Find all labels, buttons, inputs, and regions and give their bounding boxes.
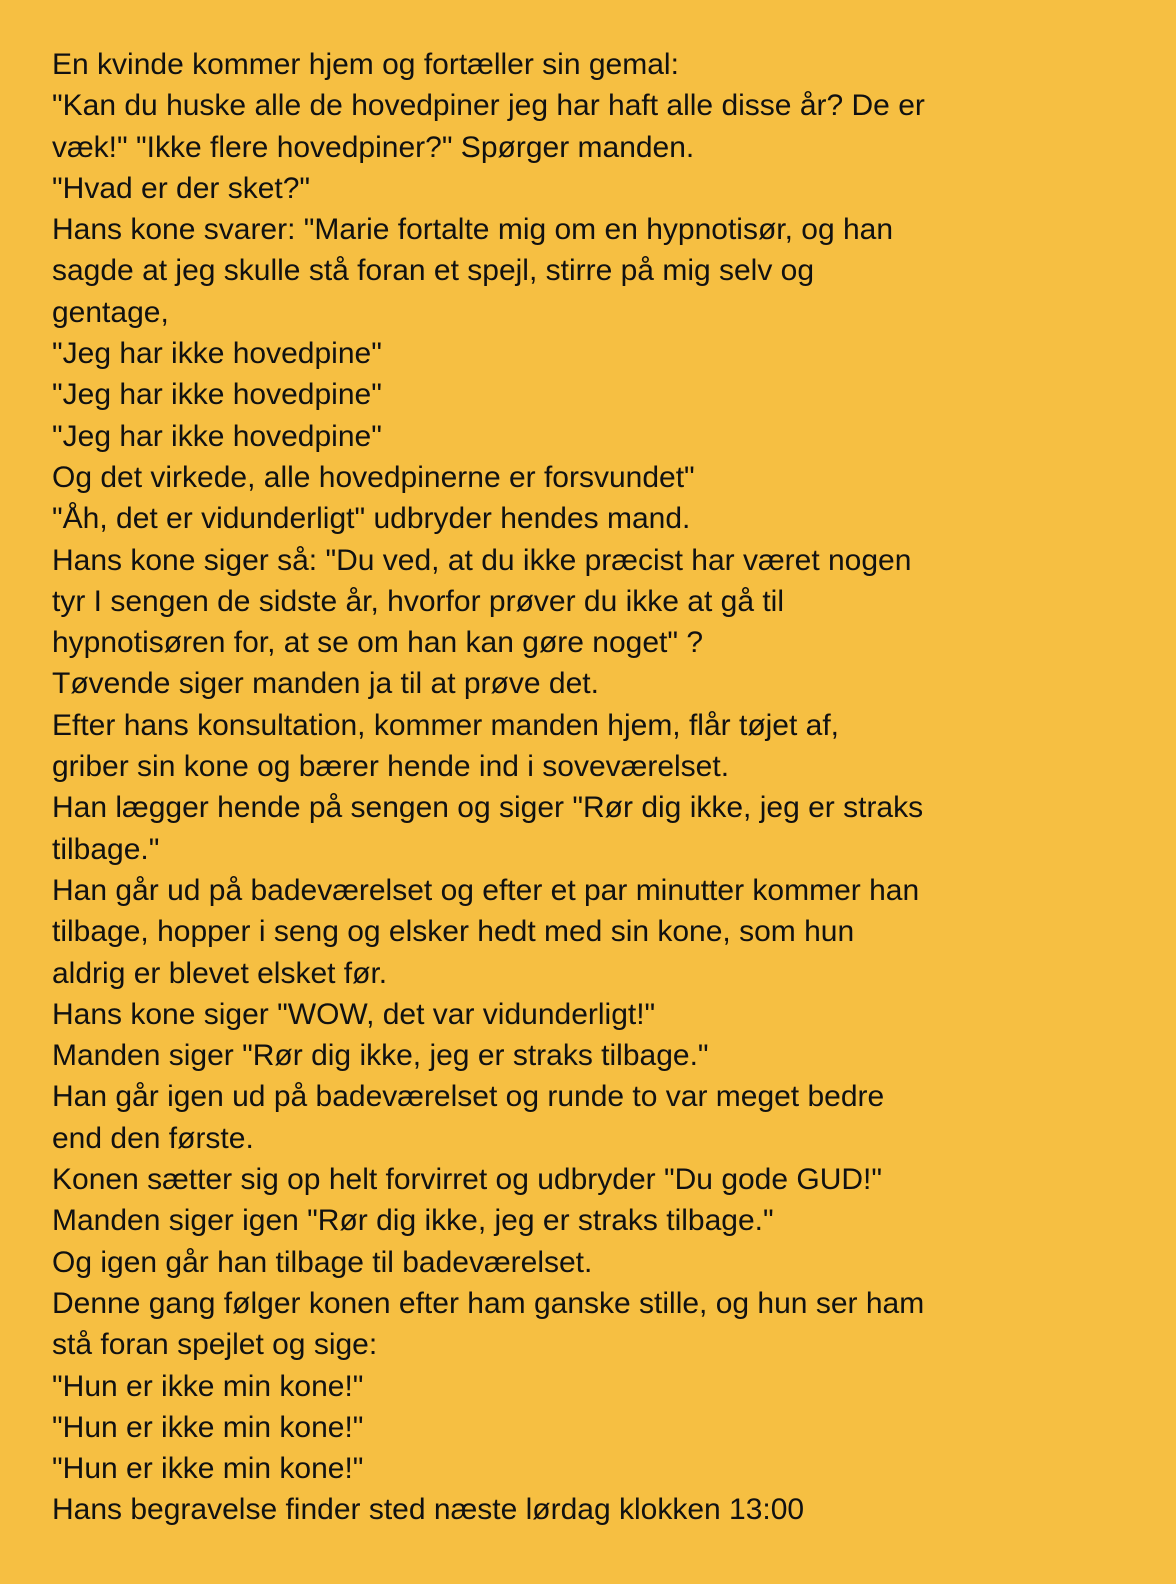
story-line: "Hun er ikke min kone!" <box>52 1410 364 1444</box>
story-line: Denne gang følger konen efter ham ganske stille, og hun ser ham <box>52 1286 925 1320</box>
story-line: "Jeg har ikke hovedpine" <box>52 419 382 453</box>
story-line: En kvinde kommer hjem og fortæller sin gemal: <box>52 48 679 81</box>
story-line: "Hvad er der sket?" <box>52 171 311 205</box>
story-line: tyr I sengen de sidste år, hvorfor prøver du ikke at gå til <box>52 584 785 618</box>
story-line: "Åh, det er vidunderligt" udbryder hendes mand. <box>52 502 691 536</box>
story-line: Og det virkede, alle hovedpinerne er forsvundet" <box>52 460 695 494</box>
story-line: Han går ud på badeværelset og efter et par minutter kommer han <box>52 873 920 907</box>
story-line: hypnotisøren for, at se om han kan gøre noget" ? <box>52 626 704 660</box>
story-line: Hans kone siger så: "Du ved, at du ikke præcist har været nogen <box>52 543 912 577</box>
story-line: tilbage." <box>52 832 160 866</box>
story-line: Hans kone siger "WOW, det var vidunderligt!" <box>52 997 656 1031</box>
story-line: Manden siger "Rør dig ikke, jeg er straks tilbage." <box>52 1039 709 1073</box>
story-line: aldrig er blevet elsket før. <box>52 956 388 990</box>
story-line: Tøvende siger manden ja til at prøve det. <box>52 667 599 701</box>
story-line: væk!" "Ikke flere hovedpiner?" Spørger manden. <box>52 130 695 164</box>
story-line: Han går igen ud på badeværelset og runde to var meget bedre <box>52 1080 885 1114</box>
story-line: Hans kone svarer: "Marie fortalte mig om en hypnotisør, og han <box>52 213 894 247</box>
story-line: "Hun er ikke min kone!" <box>52 1369 364 1403</box>
story-line: Hans begravelse finder sted næste lørdag klokken 13:00 <box>52 1493 805 1527</box>
story-line: "Jeg har ikke hovedpine" <box>52 337 382 371</box>
story-text <box>52 44 1136 1531</box>
story-line: Konen sætter sig op helt forvirret og udbryder "Du gode GUD!" <box>52 1163 883 1197</box>
story-line: sagde at jeg skulle stå foran et spejl, stirre på mig selv og <box>52 254 815 288</box>
story-line: "Hun er ikke min kone!" <box>52 1452 364 1486</box>
story-line: Manden siger igen "Rør dig ikke, jeg er straks tilbage." <box>52 1204 774 1238</box>
story-line: gentage, <box>52 295 169 329</box>
story-line: "Kan du huske alle de hovedpiner jeg har haft alle disse år? De er <box>52 89 925 123</box>
story-line: griber sin kone og bærer hende ind i soveværelset. <box>52 750 730 784</box>
story-line: Han lægger hende på sengen og siger "Rør dig ikke, jeg er straks <box>52 791 924 825</box>
story-line: "Jeg har ikke hovedpine" <box>52 378 382 412</box>
story-line: tilbage, hopper i seng og elsker hedt med sin kone, som hun <box>52 915 855 949</box>
story-line: Og igen går han tilbage til badeværelset. <box>52 1245 593 1279</box>
story-line: end den første. <box>52 1121 254 1155</box>
story-line: Efter hans konsultation, kommer manden hjem, flår tøjet af, <box>52 708 840 742</box>
story-line: stå foran spejlet og sige: <box>52 1328 378 1362</box>
